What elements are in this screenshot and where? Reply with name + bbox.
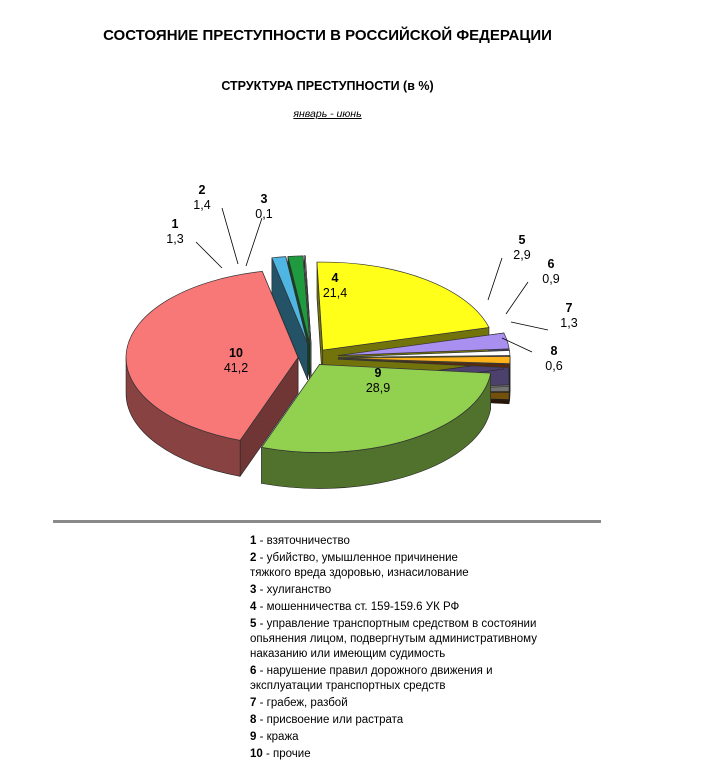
legend xyxy=(250,534,610,764)
legend-item: 9 - кража xyxy=(250,731,299,743)
leader-line-1 xyxy=(196,242,222,268)
slice-value-label: 0,1 xyxy=(255,207,273,221)
legend-item: 2 - убийство, умышленное причинение тяжкого вреда здоровью, изнасилование xyxy=(250,552,469,579)
leader-line-6 xyxy=(506,282,528,314)
slice-number-label: 5 xyxy=(518,233,526,247)
slice-value-label: 0,6 xyxy=(545,359,563,373)
legend-item: 5 - управление транспортным средством в состоянии опьянения лицом, подвергнутым административному наказанию или имеющим судимость xyxy=(250,618,537,660)
slice-number-label: 3 xyxy=(260,192,268,206)
page-title: СОСТОЯНИЕ ПРЕСТУПНОСТИ В РОССИЙСКОЙ ФЕДЕРАЦИИ xyxy=(103,27,552,44)
legend-item: 4 - мошенничества ст. 159-159.6 УК РФ xyxy=(250,601,460,613)
slice-value-label: 41,2 xyxy=(223,361,249,375)
slice-number-label: 1 xyxy=(171,217,179,231)
period-label: январь - июнь xyxy=(293,108,362,120)
leader-line-7 xyxy=(511,322,548,330)
slice-number-label: 9 xyxy=(374,366,382,380)
slice-value-label: 1,3 xyxy=(166,232,184,246)
slice-value-label: 21,4 xyxy=(322,286,348,300)
chart-subtitle: СТРУКТУРА ПРЕСТУПНОСТИ (в %) xyxy=(221,79,434,93)
legend-item: 3 - хулиганство xyxy=(250,584,332,596)
slice-number-label: 4 xyxy=(331,271,339,285)
leader-line-5 xyxy=(488,258,502,300)
legend-item: 10 - прочие xyxy=(250,748,311,760)
pie-side-slice-8 xyxy=(509,364,510,403)
slice-value-label: 1,3 xyxy=(560,316,578,330)
legend-item: 6 - нарушение правил дорожного движения и эксплуатации транспортных средств xyxy=(250,665,493,692)
legend-item: 7 - грабеж, разбой xyxy=(250,697,348,709)
slice-number-label: 7 xyxy=(565,301,573,315)
slice-value-label: 28,9 xyxy=(365,381,391,395)
leader-line-3 xyxy=(246,218,262,266)
slice-number-label: 10 xyxy=(229,346,243,360)
slice-value-label: 0,9 xyxy=(542,272,560,286)
slice-number-label: 8 xyxy=(550,344,558,358)
legend-item: 8 - присвоение или растрата xyxy=(250,714,404,726)
legend-item: 1 - взяточничество xyxy=(250,535,350,547)
slice-number-label: 2 xyxy=(198,183,206,197)
slice-value-label: 1,4 xyxy=(193,198,211,212)
leader-line-2 xyxy=(222,208,238,264)
slice-value-label: 2,9 xyxy=(513,248,531,262)
divider xyxy=(53,520,601,523)
slice-number-label: 6 xyxy=(547,257,555,271)
